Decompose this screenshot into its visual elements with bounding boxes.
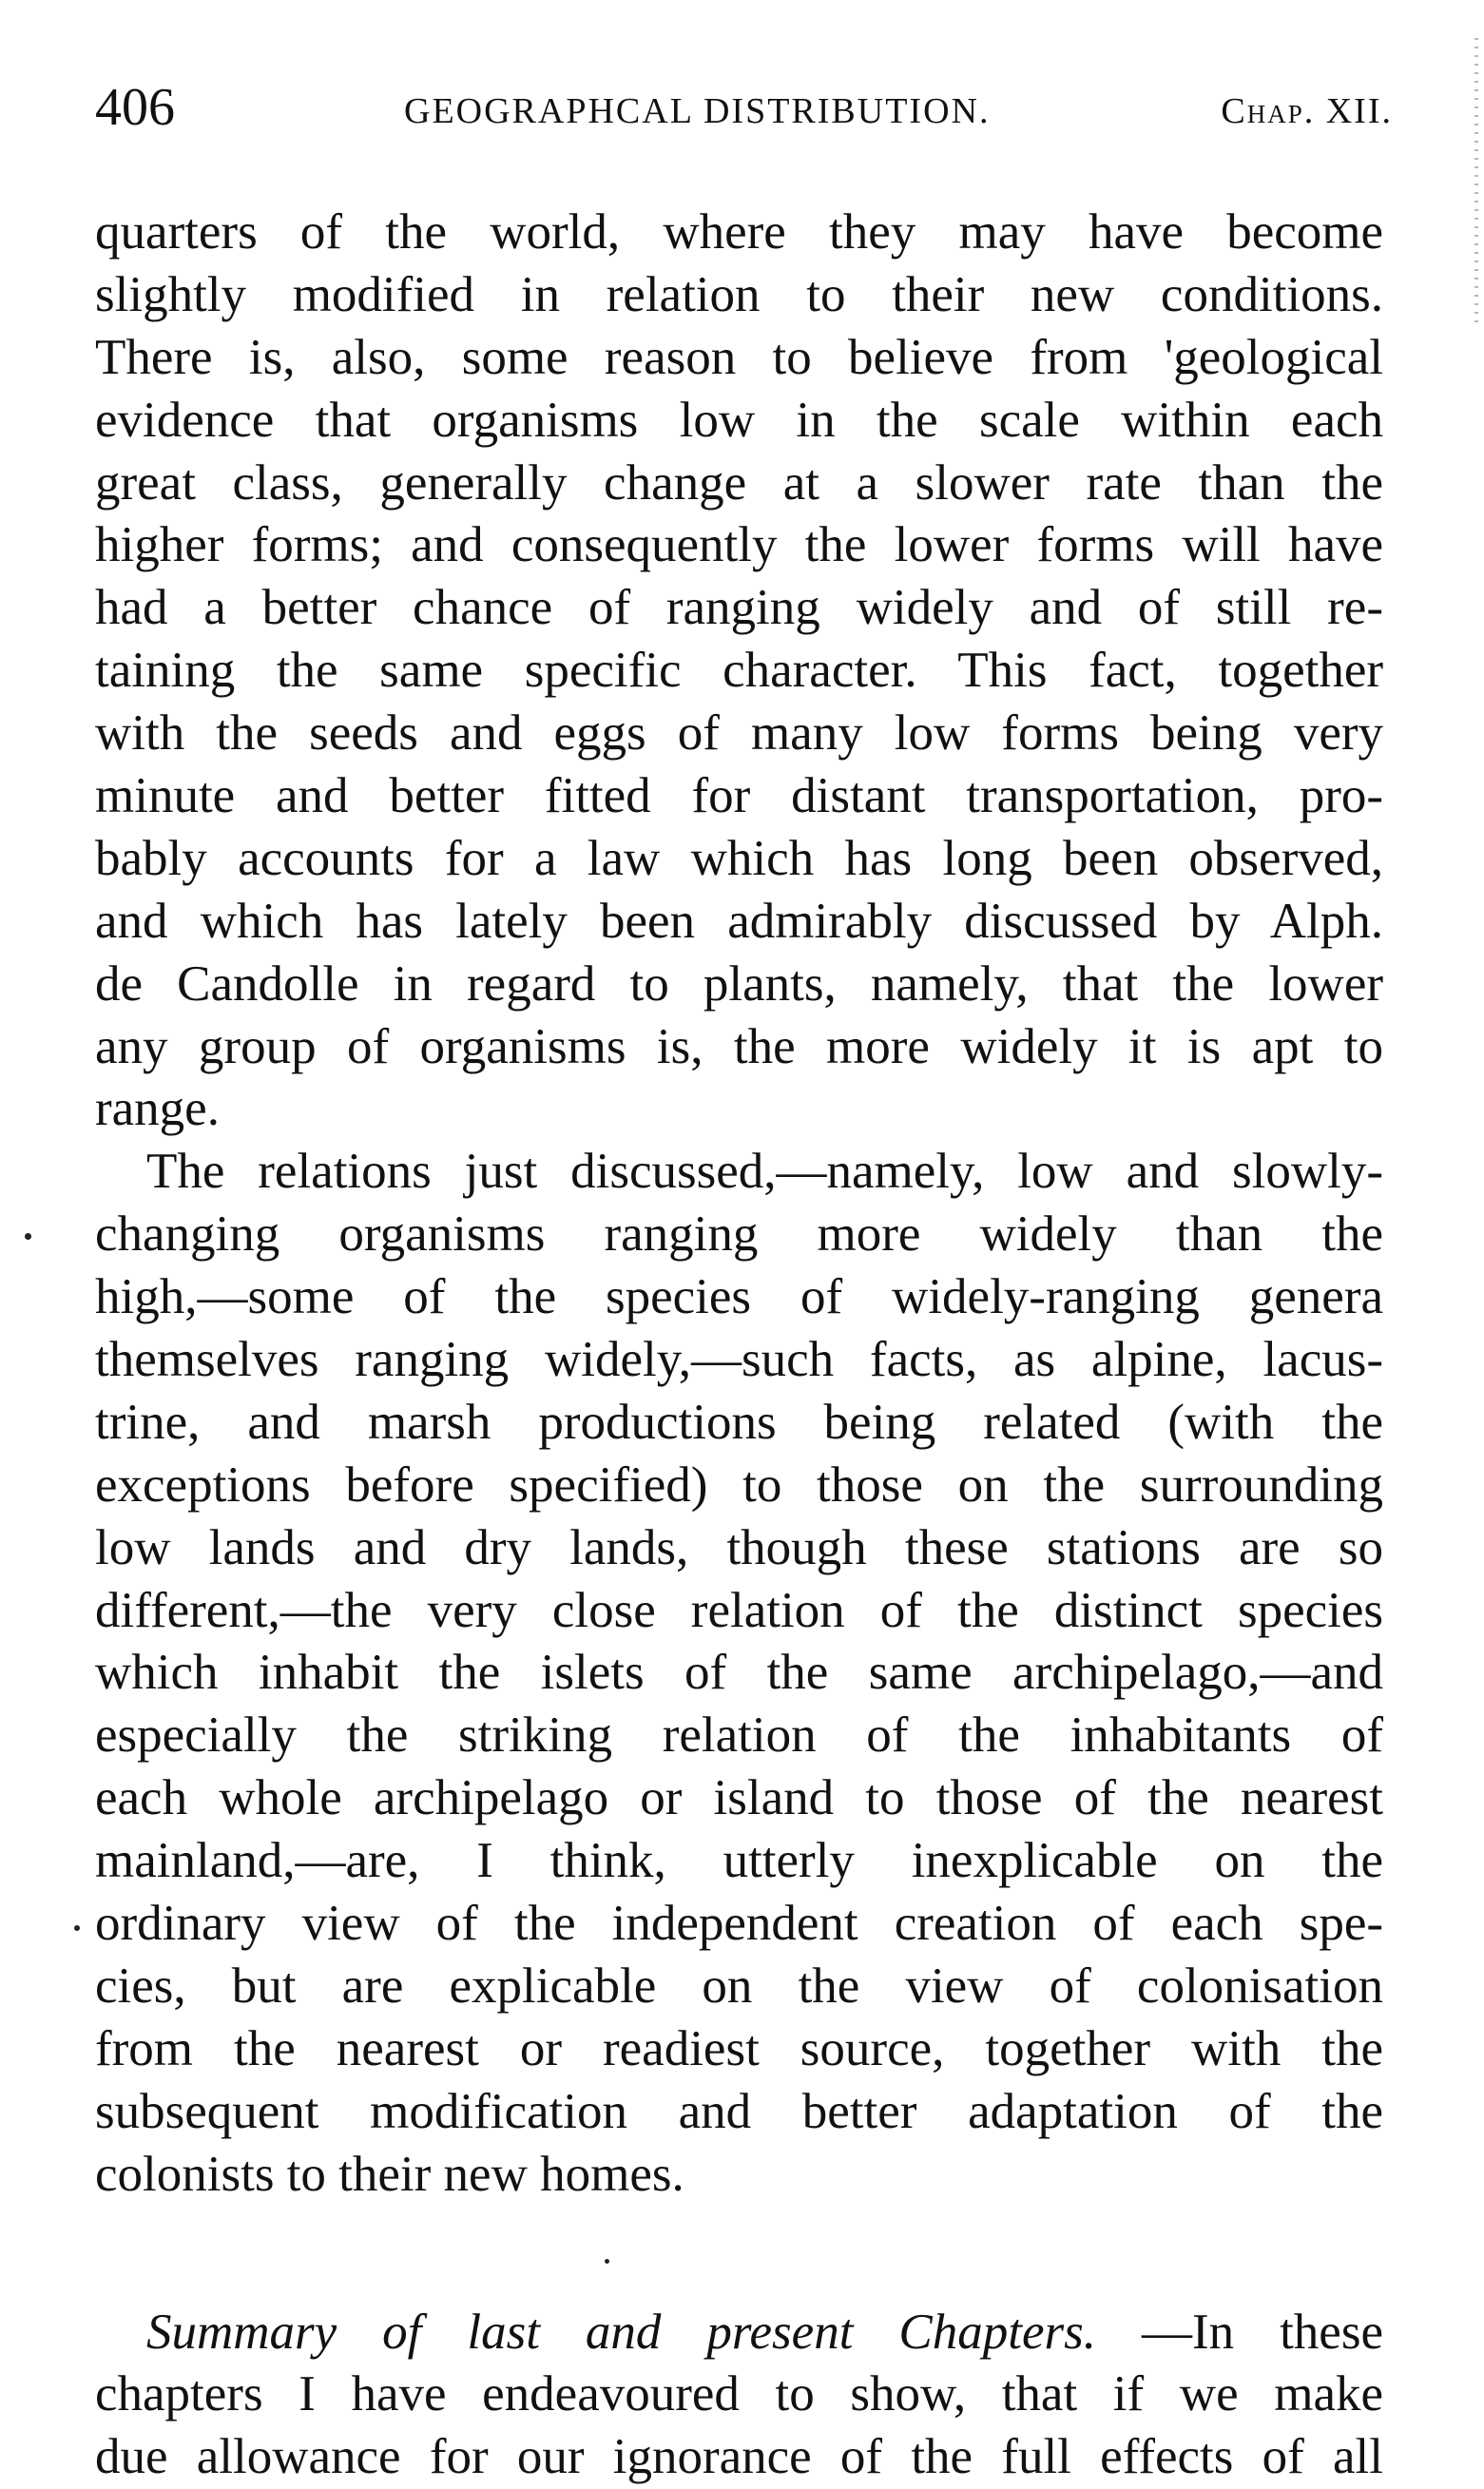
paragraph-1: [95, 202, 1383, 1141]
text-line: due allowance for our ignorance of the full effects of all: [95, 2426, 1383, 2489]
text-line: exceptions before specified) to those on the surrounding: [95, 1455, 1383, 1517]
text-line: any group of organisms is, the more widely it is apt to: [95, 1016, 1383, 1079]
text-line: low lands and dry lands, though these stations are so: [95, 1517, 1383, 1580]
text-line: quarters of the world, where they may have become: [95, 202, 1383, 264]
paragraph-3: [95, 2302, 1383, 2489]
text-line: taining the same specific character. This fact, together: [95, 640, 1383, 703]
body-text: [95, 202, 1383, 2489]
section-title-continuation: —In these: [1142, 2305, 1383, 2360]
text-line: minute and better fitted for distant transportation, pro-: [95, 765, 1383, 828]
text-line: There is, also, some reason to believe from 'geological: [95, 327, 1383, 390]
stray-ink-dot: [25, 1233, 31, 1240]
text-line: different,—the very close relation of the distinct species: [95, 1580, 1383, 1643]
text-line: higher forms; and consequently the lower forms will have: [95, 514, 1383, 577]
text-line: range.: [95, 1078, 1383, 1141]
text-line: ordinary view of the independent creation of each spe-: [95, 1893, 1383, 1956]
text-line: had a better chance of ranging widely and of still re-: [95, 577, 1383, 640]
text-line: cies, but are explicable on the view of colonisation: [95, 1956, 1383, 2018]
text-line: especially the striking relation of the inhabitants of: [95, 1705, 1383, 1767]
text-line: with the seeds and eggs of many low forms being very: [95, 703, 1383, 765]
running-title: GEOGRAPHCAL DISTRIBUTION.: [404, 87, 990, 135]
page-edge-speckle: [1474, 38, 1478, 323]
text-line: bably accounts for a law which has long been observed,: [95, 828, 1383, 891]
text-line: which inhabit the islets of the same archipelago,—and: [95, 1642, 1383, 1705]
text-line: and which has lately been admirably discussed by Alph.: [95, 891, 1383, 954]
text-line: from the nearest or readiest source, together with the: [95, 2018, 1383, 2081]
page-number: 406: [95, 74, 175, 141]
text-line: de Candolle in regard to plants, namely, that the lower: [95, 954, 1383, 1016]
stray-ink-dot: [74, 1925, 80, 1931]
text-line: colonists to their new homes.: [95, 2144, 1383, 2207]
section-gap: [95, 2207, 1383, 2302]
text-line: The relations just discussed,—namely, low and slowly-: [95, 1141, 1383, 1204]
text-line: changing organisms ranging more widely than the: [95, 1204, 1383, 1266]
paragraph-2: [95, 1141, 1383, 2206]
text-line: great class, generally change at a slower rate than the: [95, 453, 1383, 515]
text-line: [95, 2302, 1383, 2364]
text-line: trine, and marsh productions being related (with the: [95, 1392, 1383, 1455]
text-line: mainland,—are, I think, utterly inexplicable on the: [95, 1830, 1383, 1893]
text-line: high,—some of the species of widely-ranging genera: [95, 1266, 1383, 1329]
stray-ink-dot: [605, 2259, 609, 2264]
text-line: slightly modified in relation to their new conditions.: [95, 264, 1383, 327]
running-head: [95, 74, 1393, 141]
chapter-label: Chap. XII.: [1221, 87, 1393, 135]
text-line: chapters I have endeavoured to show, that if we make: [95, 2364, 1383, 2426]
text-line: evidence that organisms low in the scale within each: [95, 390, 1383, 453]
text-line: subsequent modification and better adaptation of the: [95, 2081, 1383, 2144]
text-line: each whole archipelago or island to those of the nearest: [95, 1767, 1383, 1830]
text-line: themselves ranging widely,—such facts, as alpine, lacus-: [95, 1329, 1383, 1392]
section-title: Summary of last and present Chapters.: [146, 2305, 1096, 2360]
